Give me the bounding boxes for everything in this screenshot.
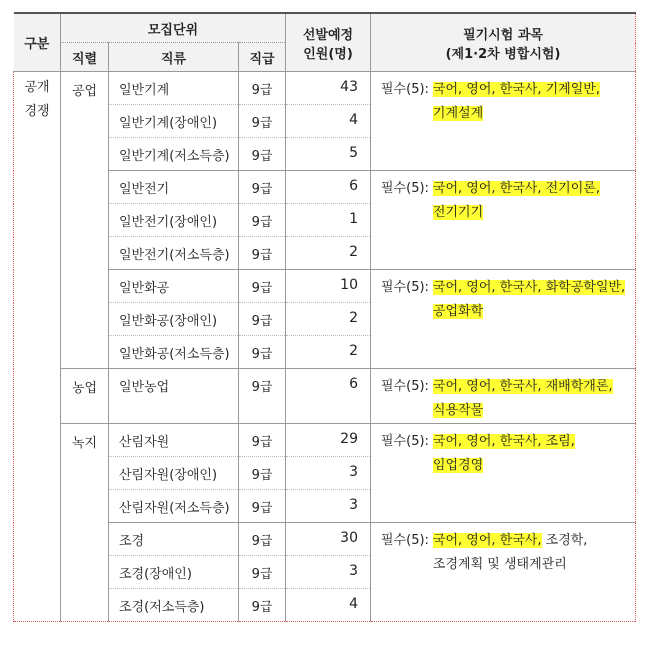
table-row [14, 72, 636, 105]
header-insu-line1: 선발예정 [302, 27, 354, 43]
subject-wrap [381, 78, 635, 126]
subject-line2 [433, 102, 600, 126]
count-cell: 29 [286, 424, 371, 457]
subject-line2 [433, 399, 613, 423]
grade-cell: 9급 [239, 424, 286, 457]
count-cell: 2 [286, 303, 371, 336]
subject-line2 [433, 201, 600, 225]
grade-cell: 9급 [239, 270, 286, 303]
count-cell: 3 [286, 457, 371, 490]
jikryu-cell: 일반전기 [109, 171, 239, 204]
count-cell: 2 [286, 237, 371, 270]
recruitment-table-container [13, 12, 635, 622]
subject-line1 [433, 529, 588, 553]
subject-line2-text: 공업화학 [432, 304, 484, 319]
subject-label: 필수(5): [381, 82, 429, 97]
grade-cell: 9급 [239, 204, 286, 237]
jikryeol-cell: 녹지 [61, 424, 109, 622]
count-cell: 43 [286, 72, 371, 105]
jikryu-cell: 일반기계(저소득층) [109, 138, 239, 171]
subject-cell [371, 171, 636, 270]
subject-line2-text: 식용작물 [432, 403, 484, 418]
grade-cell: 9급 [239, 237, 286, 270]
subject-line1 [433, 177, 600, 201]
count-cell: 5 [286, 138, 371, 171]
count-cell: 4 [286, 105, 371, 138]
subject-line1-text: 국어, 영어, 한국사, 기계일반, [432, 82, 600, 97]
table-row [14, 369, 636, 424]
header-subject [371, 13, 636, 72]
subject-label: 필수(5): [381, 181, 429, 196]
header-mojip: 모집단위 [61, 13, 286, 43]
grade-cell: 9급 [239, 138, 286, 171]
subject-wrap [381, 276, 635, 324]
subject-line1 [433, 78, 600, 102]
subject-line2-text: 임업경영 [432, 458, 484, 473]
subject-items [429, 78, 600, 126]
subject-cell [371, 72, 636, 171]
header-insu [286, 13, 371, 72]
subject-items [429, 529, 588, 577]
jikryu-cell: 일반화공(저소득층) [109, 336, 239, 369]
subject-label: 필수(5): [381, 533, 429, 548]
subject-cell [371, 270, 636, 369]
table-row [14, 424, 636, 457]
subject-wrap [381, 430, 635, 478]
subject-line1-text: 국어, 영어, 한국사, 전기이론, [432, 181, 600, 196]
jikryu-cell: 조경(장애인) [109, 556, 239, 589]
subject-line2 [433, 300, 625, 324]
grade-cell: 9급 [239, 336, 286, 369]
grade-cell: 9급 [239, 523, 286, 556]
category-cell [14, 72, 61, 622]
grade-cell: 9급 [239, 589, 286, 622]
jikryeol-cell: 공업 [61, 72, 109, 369]
subject-items [429, 177, 600, 225]
header-jikryeol: 직렬 [61, 43, 109, 72]
grade-cell: 9급 [239, 303, 286, 336]
table-body [14, 72, 636, 622]
subject-items [429, 276, 625, 324]
subject-line1-highlight: 국어, 영어, 한국사, [432, 533, 542, 548]
grade-cell: 9급 [239, 556, 286, 589]
count-cell: 3 [286, 556, 371, 589]
header-jikgeup: 직급 [239, 43, 286, 72]
jikryu-cell: 일반기계 [109, 72, 239, 105]
grade-cell: 9급 [239, 490, 286, 523]
subject-line2 [433, 454, 575, 478]
header-subject-line1: 필기시험 과목 [463, 27, 543, 43]
subject-line1 [433, 375, 613, 399]
header-subject-line2: (제1·2차 병합시험) [445, 46, 561, 62]
jikryu-cell: 산림자원(저소득층) [109, 490, 239, 523]
header-insu-line2: 인원(명) [303, 46, 353, 62]
subject-cell [371, 424, 636, 523]
count-cell: 1 [286, 204, 371, 237]
category-line1: 공개 [24, 80, 50, 95]
count-cell: 2 [286, 336, 371, 369]
recruitment-table [13, 12, 636, 622]
subject-line1 [433, 430, 575, 454]
subject-cell [371, 523, 636, 622]
subject-label: 필수(5): [381, 280, 429, 295]
subject-items [429, 430, 575, 478]
table-header [14, 13, 636, 72]
subject-line1-rest: 조경학, [541, 533, 588, 548]
count-cell: 3 [286, 490, 371, 523]
subject-line1 [433, 276, 625, 300]
jikryu-cell: 일반기계(장애인) [109, 105, 239, 138]
subject-line1-text: 국어, 영어, 한국사, 조림, [432, 434, 575, 449]
grade-cell: 9급 [239, 72, 286, 105]
jikryeol-cell: 농업 [61, 369, 109, 424]
count-cell: 4 [286, 589, 371, 622]
subject-line2 [433, 553, 588, 577]
grade-cell: 9급 [239, 369, 286, 424]
grade-cell: 9급 [239, 457, 286, 490]
subject-line1-text: 국어, 영어, 한국사, 재배학개론, [432, 379, 613, 394]
subject-line2-text: 기계설계 [432, 106, 484, 121]
jikryu-cell: 일반농업 [109, 369, 239, 424]
count-cell: 30 [286, 523, 371, 556]
subject-line1-text: 국어, 영어, 한국사, 화학공학일반, [432, 280, 626, 295]
jikryu-cell: 산림자원(장애인) [109, 457, 239, 490]
count-cell: 6 [286, 369, 371, 424]
subject-wrap [381, 529, 635, 577]
count-cell: 6 [286, 171, 371, 204]
subject-label: 필수(5): [381, 379, 429, 394]
grade-cell: 9급 [239, 171, 286, 204]
jikryu-cell: 산림자원 [109, 424, 239, 457]
category-line2: 경쟁 [24, 104, 50, 119]
count-cell: 10 [286, 270, 371, 303]
header-jikryu: 직류 [109, 43, 239, 72]
jikryu-cell: 일반화공(장애인) [109, 303, 239, 336]
jikryu-cell: 일반전기(장애인) [109, 204, 239, 237]
subject-line2-text: 전기기기 [432, 205, 484, 220]
subject-cell [371, 369, 636, 424]
subject-label: 필수(5): [381, 434, 429, 449]
jikryu-cell: 조경(저소득층) [109, 589, 239, 622]
jikryu-cell: 일반전기(저소득층) [109, 237, 239, 270]
subject-line2-text: 조경계획 및 생태계관리 [432, 557, 567, 572]
subject-items [429, 375, 613, 423]
grade-cell: 9급 [239, 105, 286, 138]
jikryu-cell: 조경 [109, 523, 239, 556]
subject-wrap [381, 375, 635, 423]
jikryu-cell: 일반화공 [109, 270, 239, 303]
header-gubun: 구분 [14, 13, 61, 72]
subject-wrap [381, 177, 635, 225]
